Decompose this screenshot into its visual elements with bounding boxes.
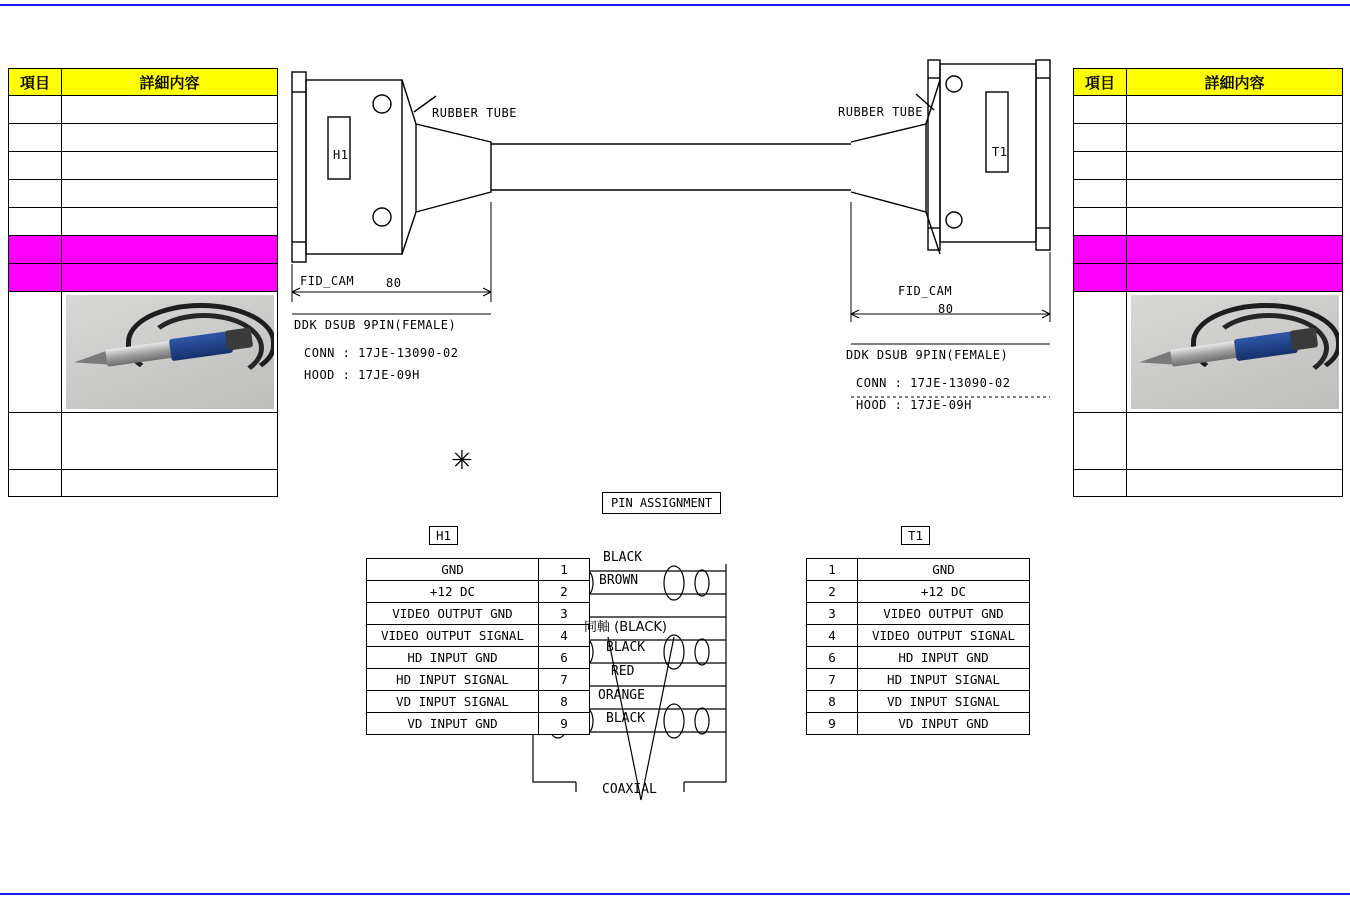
table-row [1074,208,1343,236]
pin-name: VD INPUT SIGNAL [367,691,539,713]
pin-row [807,603,1030,625]
spec-table-right [1073,68,1343,497]
table-row [9,96,278,124]
pin-number: 7 [807,669,858,691]
pin-row [367,581,590,603]
cell-detail [62,470,278,497]
connector-spec-right-1: DDK DSUB 9PIN(FEMALE) [846,348,1009,362]
bottom-page-rule [0,893,1350,895]
table-row [1074,96,1343,124]
pin-row [807,713,1030,735]
pin-name: +12 DC [858,581,1030,603]
spec-table-left [8,68,278,497]
table-row-highlighted [1074,236,1343,264]
connector-spec-right-2: CONN : 17JE-13090-02 [856,376,1011,390]
wire-label-black-2: BLACK [606,640,646,655]
table-row [1074,152,1343,180]
cell-detail [1127,208,1343,236]
cell-detail [1127,124,1343,152]
coaxial-label: COAXIAL [602,782,657,797]
pin-row [807,559,1030,581]
cell-detail [62,124,278,152]
cell-detail [1127,470,1343,497]
pin-name: GND [367,559,539,581]
connector-spec-left-2: CONN : 17JE-13090-02 [304,346,459,360]
cell-item [1074,208,1127,236]
cell-detail [1127,96,1343,124]
pin-number: 4 [539,625,590,647]
cell-photo [1127,292,1343,413]
pin-number: 2 [807,581,858,603]
table-row [9,470,278,497]
pin-name: HD INPUT SIGNAL [858,669,1030,691]
header-detail: 詳細内容 [1127,69,1343,96]
iron-tip [1138,351,1174,370]
cell-detail [62,96,278,124]
cell-item [9,292,62,413]
table-row [1074,413,1343,470]
pin-name: +12 DC [367,581,539,603]
pin-number: 1 [539,559,590,581]
header-detail: 詳細内容 [62,69,278,96]
table-row [9,413,278,470]
pin-name: VD INPUT GND [367,713,539,735]
table-header-row [9,69,278,96]
pin-row [367,669,590,691]
pin-name: HD INPUT GND [367,647,539,669]
cell-detail [62,152,278,180]
pin-name: VIDEO OUTPUT GND [858,603,1030,625]
pin-number: 8 [807,691,858,713]
pin-table-t1 [806,558,1030,735]
cell-item [1074,96,1127,124]
iron-tip [73,351,109,370]
cell-item [9,152,62,180]
cell-item [1074,152,1127,180]
pin-row [367,625,590,647]
pin-name: VD INPUT SIGNAL [858,691,1030,713]
pin-number: 6 [539,647,590,669]
wire-label-black-1: BLACK [603,550,643,565]
iron-cap [224,327,253,350]
table-row [9,124,278,152]
connector-spec-left-1: DDK DSUB 9PIN(FEMALE) [294,318,457,332]
hood-label-h1: H1 [333,148,349,162]
pin-name: VD INPUT GND [858,713,1030,735]
cell-item [1074,413,1127,470]
cell-item [1074,292,1127,413]
pin-row [807,581,1030,603]
pin-number: 1 [807,559,858,581]
cell-item [9,236,62,264]
cell-detail [62,180,278,208]
cell-detail [1127,152,1343,180]
rubber-tube-label-left: RUBBER TUBE [432,106,517,120]
pin-row [807,691,1030,713]
table-row-highlighted [1074,264,1343,292]
table-header-row [1074,69,1343,96]
cable-assembly-drawing [286,52,1056,842]
dimension-label-left: FID_CAM [300,274,355,288]
hood-label-t1: T1 [992,145,1008,159]
cell-item [9,413,62,470]
cell-detail [1127,264,1343,292]
pin-table-tag-h1: H1 [429,526,458,545]
cell-detail [1127,413,1343,470]
dimension-label-right: FID_CAM [898,284,953,298]
pin-assignment-title: PIN ASSIGNMENT [602,492,721,514]
cell-item [9,96,62,124]
dimension-value-right: 80 [938,302,954,316]
table-row [1074,470,1343,497]
wire-label-coax-black: 同軸 (BLACK) [584,620,668,635]
cell-item [9,470,62,497]
cell-detail [62,208,278,236]
rubber-tube-label-right: RUBBER TUBE [838,105,923,119]
pin-number: 4 [807,625,858,647]
pin-row [367,603,590,625]
pin-row [807,625,1030,647]
cell-detail [62,236,278,264]
wire-label-black-3: BLACK [606,711,646,726]
cell-item [9,208,62,236]
cell-item [1074,180,1127,208]
pin-row [367,559,590,581]
table-row-highlighted [9,236,278,264]
pin-row [367,691,590,713]
wire-label-orange: ORANGE [598,688,645,703]
table-row [1074,180,1343,208]
top-page-rule [0,4,1350,6]
cell-item [9,124,62,152]
pin-number: 9 [807,713,858,735]
cell-detail [62,264,278,292]
pin-name: HD INPUT SIGNAL [367,669,539,691]
table-row [9,180,278,208]
pin-number: 7 [539,669,590,691]
pin-row [807,647,1030,669]
table-row-photo [9,292,278,413]
cell-item [9,264,62,292]
cell-item [1074,124,1127,152]
cell-item [1074,264,1127,292]
soldering-iron-photo [1131,295,1339,409]
cell-item [1074,236,1127,264]
table-row [1074,124,1343,152]
table-row-photo [1074,292,1343,413]
pin-number: 3 [807,603,858,625]
table-row [9,208,278,236]
dimension-value-left: 80 [386,276,402,290]
header-item: 項目 [9,69,62,96]
cell-detail [1127,180,1343,208]
pin-number: 6 [807,647,858,669]
connector-spec-left-3: HOOD : 17JE-09H [304,368,420,382]
pin-number: 3 [539,603,590,625]
pin-number: 2 [539,581,590,603]
pin-name: VIDEO OUTPUT SIGNAL [367,625,539,647]
cell-item [1074,470,1127,497]
wire-label-red: RED [611,664,635,679]
table-row [9,152,278,180]
pin-table-tag-t1: T1 [901,526,930,545]
wire-label-brown: BROWN [599,573,639,588]
cell-detail [62,413,278,470]
cell-detail [1127,236,1343,264]
header-item: 項目 [1074,69,1127,96]
pin-number: 8 [539,691,590,713]
pin-number: 9 [539,713,590,735]
pin-row [807,669,1030,691]
cell-photo [62,292,278,413]
pin-name: HD INPUT GND [858,647,1030,669]
pin-name: VIDEO OUTPUT GND [367,603,539,625]
table-row-highlighted [9,264,278,292]
soldering-iron-photo [66,295,274,409]
cell-item [9,180,62,208]
pin-name: GND [858,559,1030,581]
connector-spec-right-3: HOOD : 17JE-09H [856,398,972,412]
pin-name: VIDEO OUTPUT SIGNAL [858,625,1030,647]
pin-row [367,647,590,669]
asterisk-mark: ✳ [451,446,473,476]
pin-row [367,713,590,735]
pin-table-h1 [366,558,590,735]
iron-cap [1289,327,1318,350]
